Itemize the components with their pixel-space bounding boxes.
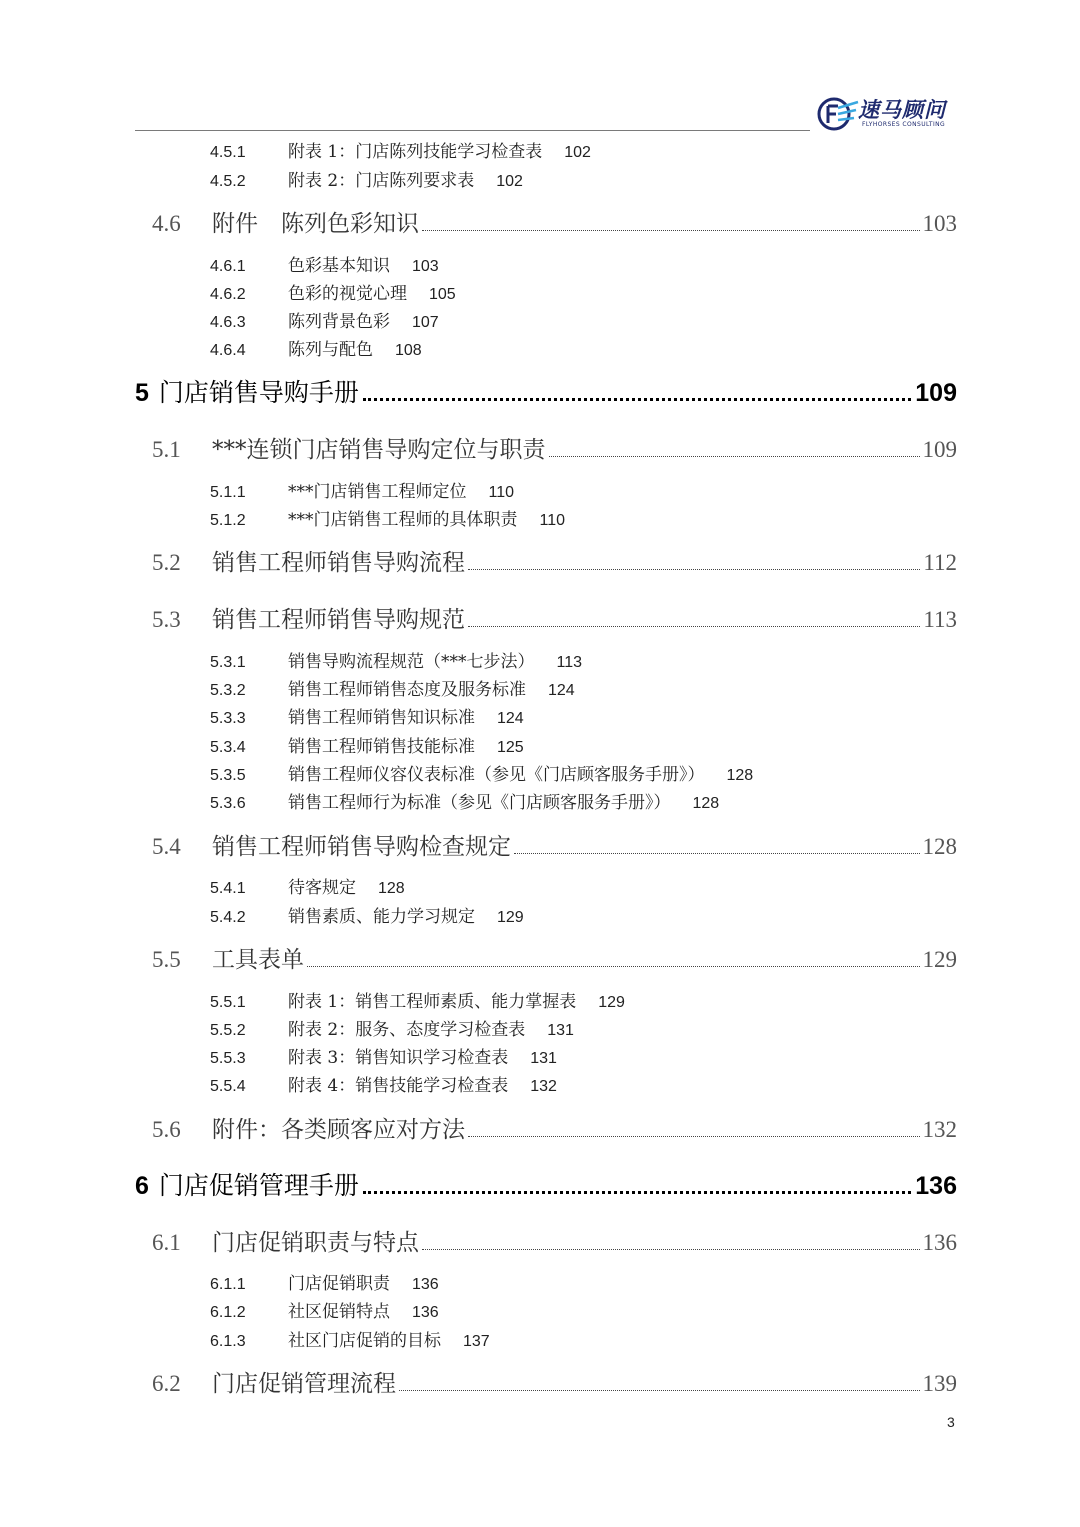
logo-text-cn: 速马顾问 (858, 98, 946, 122)
toc-entry-level2[interactable] (152, 544, 957, 577)
toc-entry-number: 5.3 (152, 607, 181, 632)
toc-entry-level3[interactable] (210, 902, 524, 927)
toc-entry-title: 销售素质、能力学习规定 (288, 907, 475, 927)
toc-entry-title: 社区促销特点 (288, 1302, 390, 1322)
dot-leader (514, 853, 920, 854)
toc-entry-number: 5.3.4 (210, 739, 246, 756)
toc-entry-number: 4.5.2 (210, 173, 246, 190)
toc-entry-level2[interactable] (152, 828, 957, 861)
toc-entry-level2[interactable] (152, 941, 957, 974)
header-rule (135, 130, 810, 131)
toc-entry-title: 销售工程师销售导购流程 (212, 550, 465, 576)
toc-entry-number: 5.4 (152, 834, 181, 859)
toc-entry-number: 4.6.4 (210, 342, 246, 359)
toc-entry-page: 136 (922, 1230, 957, 1255)
toc-entry-title: 门店销售导购手册 (158, 378, 359, 407)
toc-entry-title: 附表 4：销售技能学习检查表 (288, 1076, 509, 1096)
toc-entry-number: 6 (135, 1172, 149, 1200)
toc-entry-level2[interactable] (152, 1365, 957, 1398)
toc-entry-level3[interactable] (210, 1269, 439, 1294)
toc-entry-title: 销售工程师销售导购检查规定 (212, 834, 511, 860)
toc-entry-number: 5.5.2 (210, 1022, 246, 1039)
toc-entry-page: 105 (429, 286, 456, 303)
toc-entry-number: 4.5.1 (210, 144, 246, 161)
toc-entry-level3[interactable] (210, 137, 591, 162)
toc-entry-level3[interactable] (210, 647, 582, 672)
toc-entry-number: 6.1.1 (210, 1276, 246, 1293)
toc-entry-level1[interactable] (135, 1166, 957, 1202)
toc-entry-page: 128 (726, 767, 754, 784)
toc-entry-level3[interactable] (210, 251, 439, 276)
toc-entry-page: 102 (564, 144, 591, 161)
toc-entry-title: ***门店销售工程师的具体职责 (288, 510, 518, 530)
toc-entry-title: 附件 陈列色彩知识 (212, 211, 419, 237)
toc-entry-level3[interactable] (210, 1326, 490, 1351)
toc-entry-page: 136 (412, 1304, 439, 1321)
toc-entry-title: 销售工程师销售导购规范 (212, 607, 465, 633)
toc-entry-number: 4.6.3 (210, 314, 246, 331)
toc-entry-level2[interactable] (152, 1224, 957, 1257)
toc-entry-page: 129 (922, 947, 957, 972)
toc-entry-title: 附表 1：销售工程师素质、能力掌握表 (288, 992, 577, 1012)
toc-entry-title: 销售工程师销售知识标准 (288, 708, 475, 728)
toc-entry-title: 附表 3：销售知识学习检查表 (288, 1048, 509, 1068)
toc-entry-level2[interactable] (152, 205, 957, 238)
dot-leader (422, 1249, 920, 1250)
toc-entry-page: 132 (922, 1117, 957, 1142)
toc-entry-number: 6.1.3 (210, 1333, 246, 1350)
toc-entry-page: 131 (530, 1050, 557, 1067)
toc-entry-page: 103 (922, 211, 957, 236)
toc-entry-level3[interactable] (210, 335, 422, 360)
toc-entry-title: 陈列背景色彩 (288, 312, 390, 332)
dot-leader (399, 1390, 920, 1391)
toc-entry-number: 5.3.1 (210, 654, 246, 671)
logo-text-en: FLYHORSES CONSULTING (862, 121, 946, 128)
toc-entry-level3[interactable] (210, 1043, 557, 1068)
toc-entry-page: 102 (496, 173, 523, 190)
toc-entry-number: 5.6 (152, 1117, 181, 1142)
toc-entry-page: 110 (488, 484, 515, 501)
toc-entry-page: 132 (530, 1078, 557, 1095)
toc-entry-title: 附表 2：服务、态度学习检查表 (288, 1020, 526, 1040)
toc-entry-level3[interactable] (210, 1071, 557, 1096)
toc-entry-page: 107 (412, 314, 439, 331)
toc-entry-level3[interactable] (210, 1297, 439, 1322)
toc-entry-number: 6.1 (152, 1230, 181, 1255)
toc-entry-number: 4.6 (152, 211, 181, 236)
toc-entry-number: 5.5.3 (210, 1050, 246, 1067)
toc-entry-page: 129 (598, 994, 625, 1011)
toc-entry-title: 销售工程师仪容仪表标准（参见《门店顾客服务手册》） (288, 765, 705, 785)
toc-entry-number: 5.3.2 (210, 682, 246, 699)
toc-entry-level3[interactable] (210, 307, 439, 332)
toc-entry-number: 5.4.2 (210, 909, 246, 926)
toc-entry-page: 137 (463, 1333, 490, 1350)
toc-entry-number: 5.4.1 (210, 880, 246, 897)
dot-leader (307, 966, 920, 967)
toc-entry-level3[interactable] (210, 987, 625, 1012)
toc-entry-title: 陈列与配色 (288, 340, 373, 360)
toc-entry-title: ***门店销售工程师定位 (288, 482, 467, 502)
toc-entry-page: 139 (922, 1371, 957, 1396)
toc-entry-number: 5.3.3 (210, 710, 246, 727)
toc-entry-page: 136 (412, 1276, 439, 1293)
toc-entry-page: 125 (497, 739, 524, 756)
toc-entry-page: 124 (548, 682, 575, 699)
toc-entry-level3[interactable] (210, 760, 753, 785)
dot-leader (468, 626, 920, 627)
dot-leader (422, 230, 920, 231)
toc-entry-number: 6.2 (152, 1371, 181, 1396)
toc-entry-page: 113 (556, 654, 583, 671)
toc-entry-number: 5.5.1 (210, 994, 246, 1011)
toc-entry-page: 109 (922, 437, 957, 462)
toc-entry-number: 5.2 (152, 550, 181, 575)
toc-entry-number: 5.1.2 (210, 512, 246, 529)
toc-entry-title: 工具表单 (212, 947, 304, 973)
toc-entry-title: 社区门店促销的目标 (288, 1331, 441, 1351)
toc-entry-page: 129 (497, 909, 524, 926)
toc-entry-number: 5.3.6 (210, 795, 246, 812)
toc-entry-title: ***连锁门店销售导购定位与职责 (212, 437, 546, 463)
toc-entry-level3[interactable] (210, 873, 405, 898)
toc-entry-level3[interactable] (210, 1015, 574, 1040)
toc-entry-title: 色彩基本知识 (288, 256, 390, 276)
toc-entry-title: 色彩的视觉心理 (288, 284, 407, 304)
toc-entry-number: 4.6.2 (210, 286, 246, 303)
toc-entry-page: 110 (539, 512, 566, 529)
toc-entry-page: 128 (692, 795, 720, 812)
toc-entry-page: 109 (915, 379, 957, 407)
toc-entry-title: 附表 2：门店陈列要求表 (288, 171, 475, 191)
toc-entry-title: 门店促销管理手册 (158, 1171, 359, 1200)
toc-entry-level3[interactable] (210, 166, 523, 191)
toc-entry-level3[interactable] (210, 732, 524, 757)
toc-entry-page: 108 (395, 342, 422, 359)
toc-entry-level3[interactable] (210, 703, 524, 728)
toc-entry-level1[interactable] (135, 373, 957, 409)
toc-entry-title: 门店促销职责与特点 (212, 1230, 419, 1256)
toc-entry-number: 4.6.1 (210, 258, 246, 275)
toc-entry-level3[interactable] (210, 477, 514, 502)
toc-entry-title: 销售工程师销售技能标准 (288, 737, 475, 757)
dot-leader (363, 398, 911, 401)
toc-entry-page: 131 (547, 1022, 574, 1039)
toc-entry-level2[interactable] (152, 1111, 957, 1144)
toc-entry-level3[interactable] (210, 788, 719, 813)
company-logo (816, 94, 962, 134)
page-number: 3 (947, 1414, 955, 1430)
toc-entry-title: 附件：各类顾客应对方法 (212, 1117, 465, 1143)
toc-entry-page: 103 (412, 258, 439, 275)
toc-entry-number: 5.5.4 (210, 1078, 246, 1095)
toc-entry-title: 待客规定 (288, 878, 356, 898)
dot-leader (468, 569, 920, 570)
toc-entry-level3[interactable] (210, 675, 575, 700)
dot-leader (549, 456, 920, 457)
toc-entry-page: 128 (378, 880, 405, 897)
toc-entry-title: 门店促销管理流程 (212, 1371, 396, 1397)
toc-entry-number: 5 (135, 379, 149, 407)
toc-entry-number: 6.1.2 (210, 1304, 246, 1321)
toc-entry-title: 门店促销职责 (288, 1274, 390, 1294)
toc-entry-title: 销售工程师销售态度及服务标准 (288, 680, 526, 700)
toc-entry-number: 5.5 (152, 947, 181, 972)
toc-entry-title: 销售导购流程规范（***七步法） (288, 652, 535, 672)
dot-leader (363, 1191, 911, 1194)
dot-leader (468, 1136, 920, 1137)
toc-entry-page: 113 (923, 607, 957, 632)
toc-entry-level3[interactable] (210, 279, 456, 304)
toc-entry-page: 112 (923, 550, 957, 575)
toc-entry-number: 5.1 (152, 437, 181, 462)
toc-entry-number: 5.1.1 (210, 484, 246, 501)
toc-entry-title: 附表 1：门店陈列技能学习检查表 (288, 142, 543, 162)
toc-entry-level2[interactable] (152, 601, 957, 634)
toc-entry-level2[interactable] (152, 431, 957, 464)
toc-entry-number: 5.3.5 (210, 767, 246, 784)
toc-entry-page: 136 (915, 1172, 957, 1200)
toc-entry-level3[interactable] (210, 505, 565, 530)
logo-emblem-icon (816, 94, 860, 134)
toc-entry-page: 128 (922, 834, 957, 859)
toc-entry-title: 销售工程师行为标准（参见《门店顾客服务手册》） (288, 793, 671, 813)
toc-entry-page: 124 (497, 710, 524, 727)
